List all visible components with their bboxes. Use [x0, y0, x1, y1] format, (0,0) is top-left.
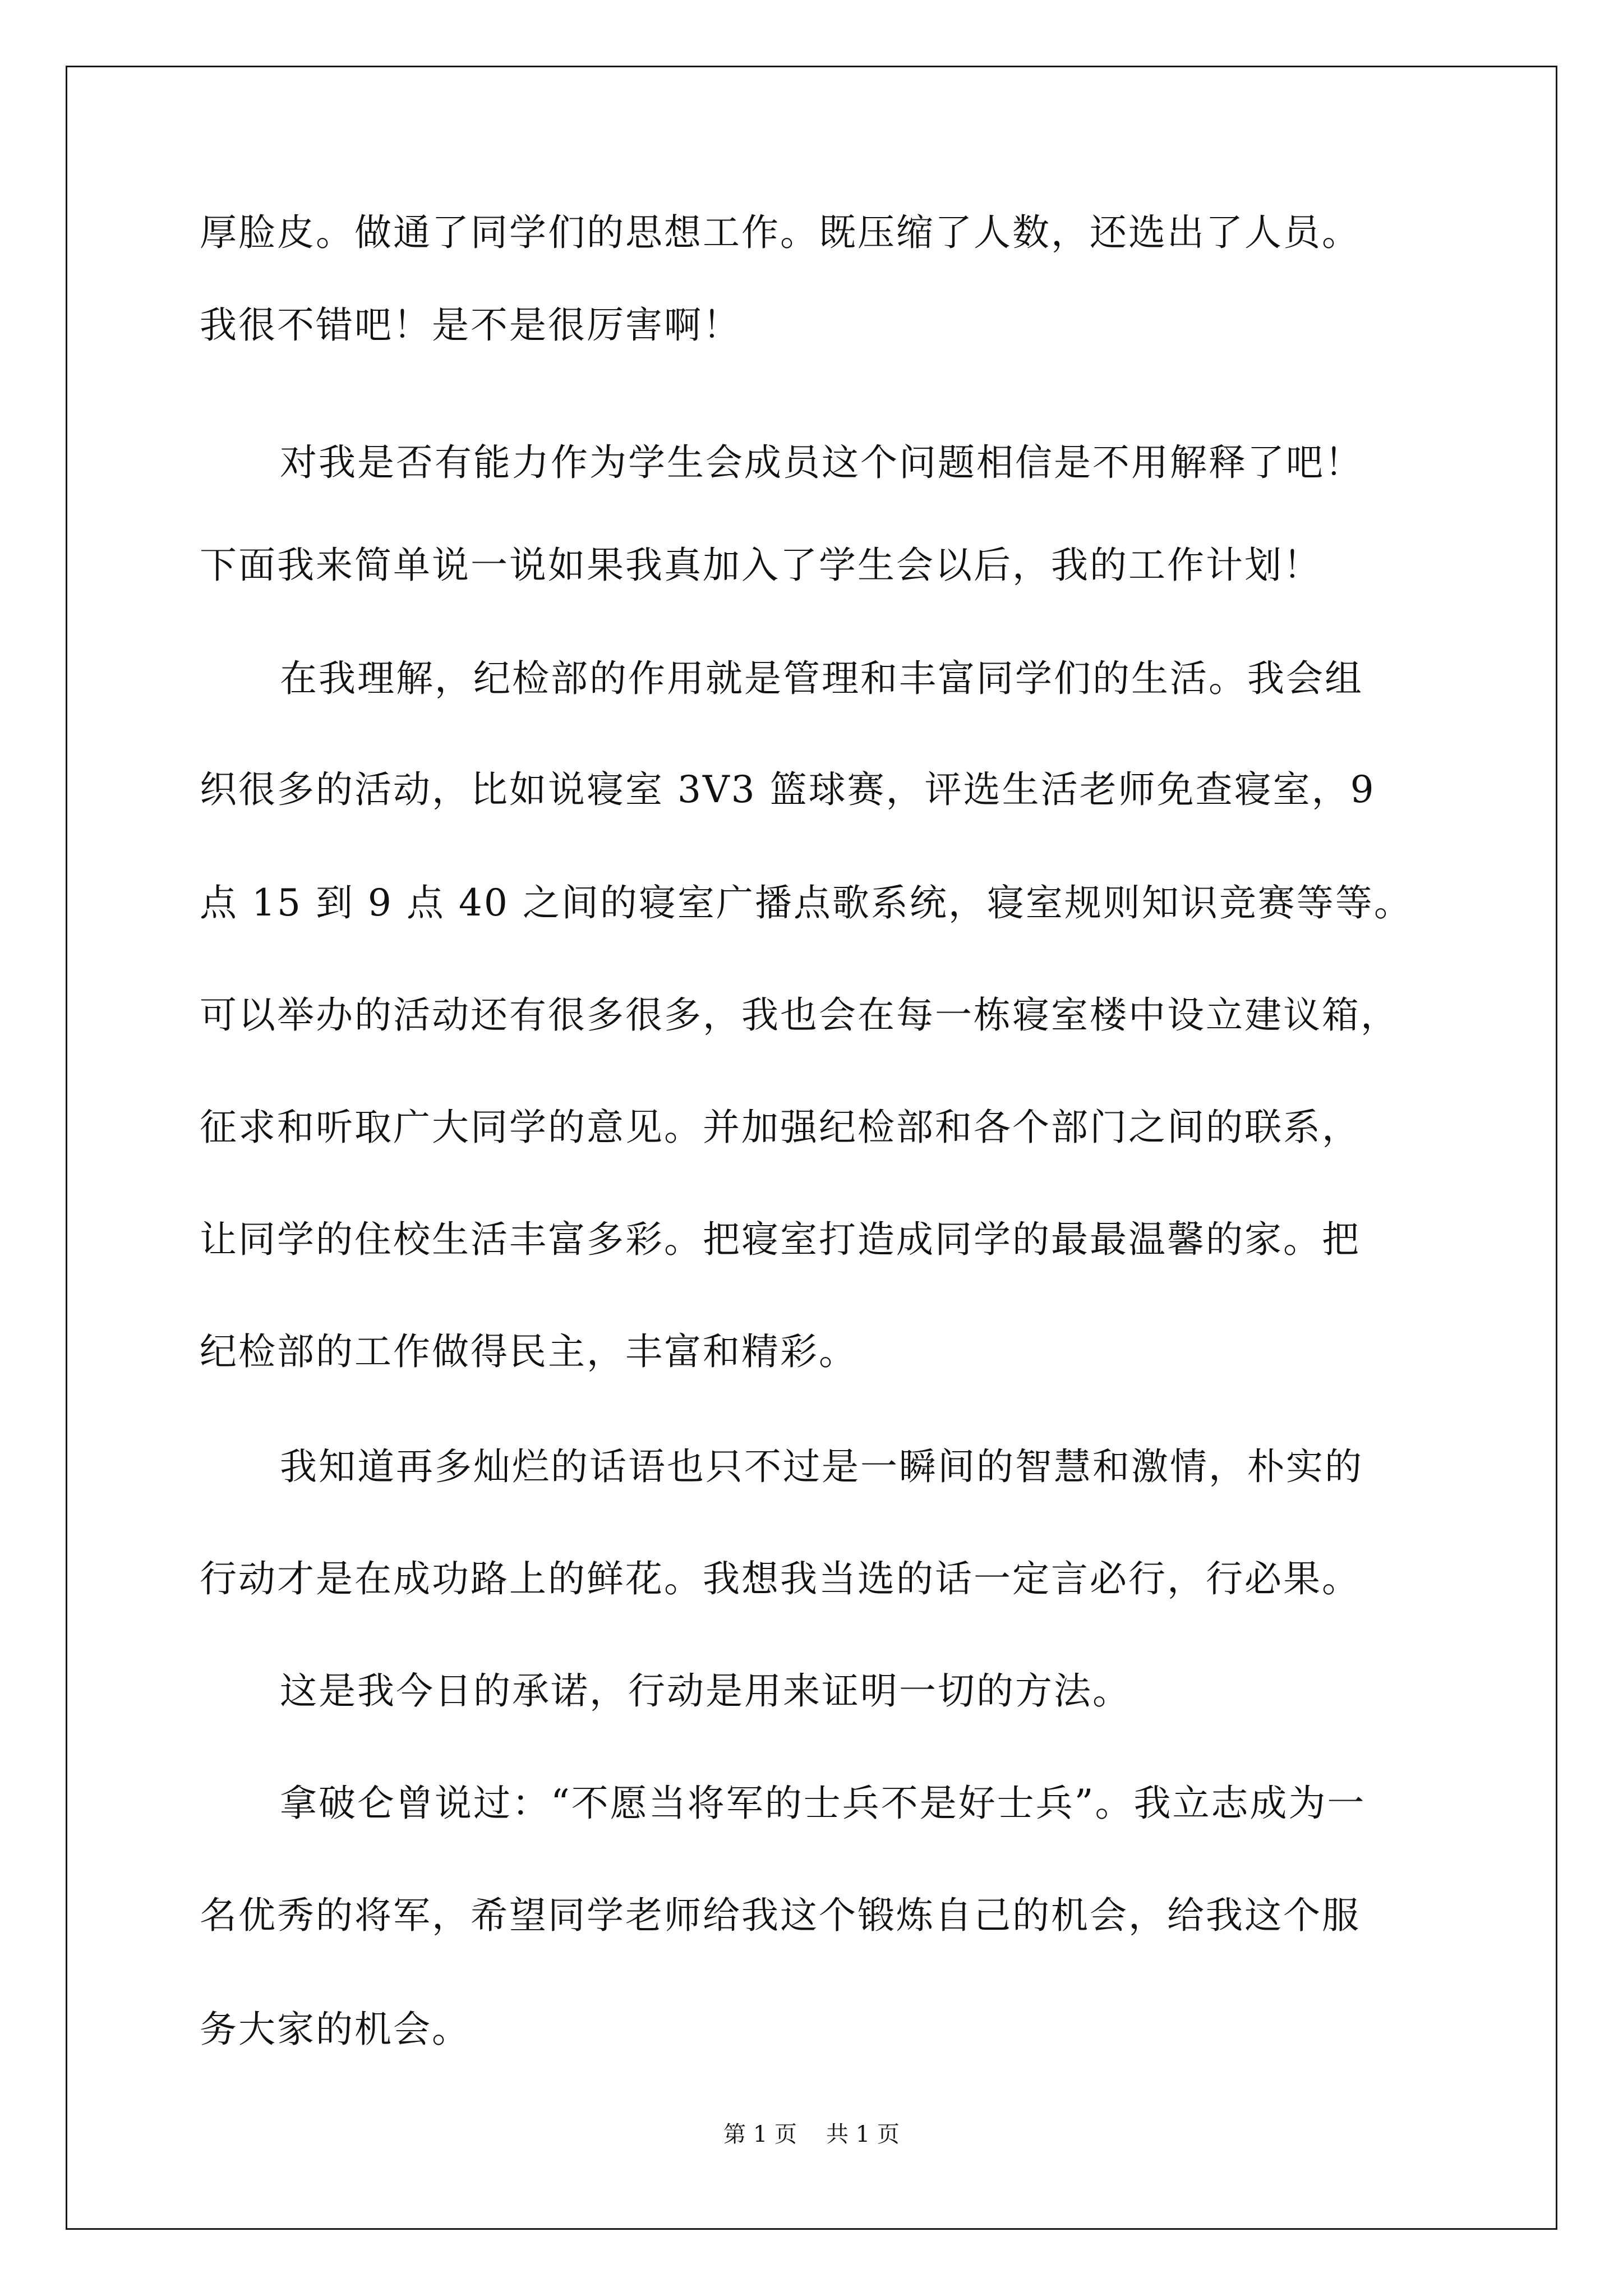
- text-line: 拿破仑曾说过：“不愿当将军的士兵不是好士兵”。我立志成为一: [280, 1782, 1366, 1825]
- page-footer: [0, 2120, 1623, 2148]
- text-line: 织很多的活动，比如说寝室 3V3 篮球赛，评选生活老师免查寝室，9: [200, 768, 1376, 811]
- text-line: 纪检部的工作做得民主，丰富和精彩。: [200, 1330, 857, 1373]
- text-line: 我很不错吧！是不是很厉害啊！: [200, 303, 741, 347]
- text-line: 可以举办的活动还有很多很多，我也会在每一栋寝室楼中设立建议箱，: [200, 993, 1399, 1037]
- text-line: 名优秀的将军，希望同学老师给我这个锻炼自己的机会，给我这个服: [200, 1894, 1361, 1937]
- text-line: 我知道再多灿烂的话语也只不过是一瞬间的智慧和激情，朴实的: [280, 1445, 1363, 1488]
- page-number-current: 第 1 页: [723, 2122, 797, 2147]
- text-line: 行动才是在成功路上的鲜花。我想我当选的话一定言必行，行必果。: [200, 1557, 1361, 1600]
- text-line: 下面我来简单说一说如果我真加入了学生会以后，我的工作计划！: [200, 544, 1322, 587]
- text-line: 点 15 到 9 点 40 之间的寝室广播点歌系统，寝室规则知识竞赛等等。: [200, 881, 1413, 924]
- text-line: 在我理解，纪检部的作用就是管理和丰富同学们的生活。我会组: [280, 657, 1363, 700]
- text-line: 务大家的机会。: [200, 2008, 471, 2051]
- page-number-total: 共 1 页: [826, 2122, 900, 2147]
- text-line: 对我是否有能力作为学生会成员这个问题相信是不用解释了吧！: [280, 441, 1363, 484]
- text-line: 这是我今日的承诺，行动是用来证明一切的方法。: [280, 1669, 1131, 1713]
- text-line: 征求和听取广大同学的意见。并加强纪检部和各个部门之间的联系，: [200, 1106, 1361, 1149]
- text-line: 让同学的住校生活丰富多彩。把寝室打造成同学的最最温馨的家。把: [200, 1218, 1361, 1261]
- text-line: 厚脸皮。做通了同学们的思想工作。既压缩了人数，还选出了人员。: [200, 211, 1361, 254]
